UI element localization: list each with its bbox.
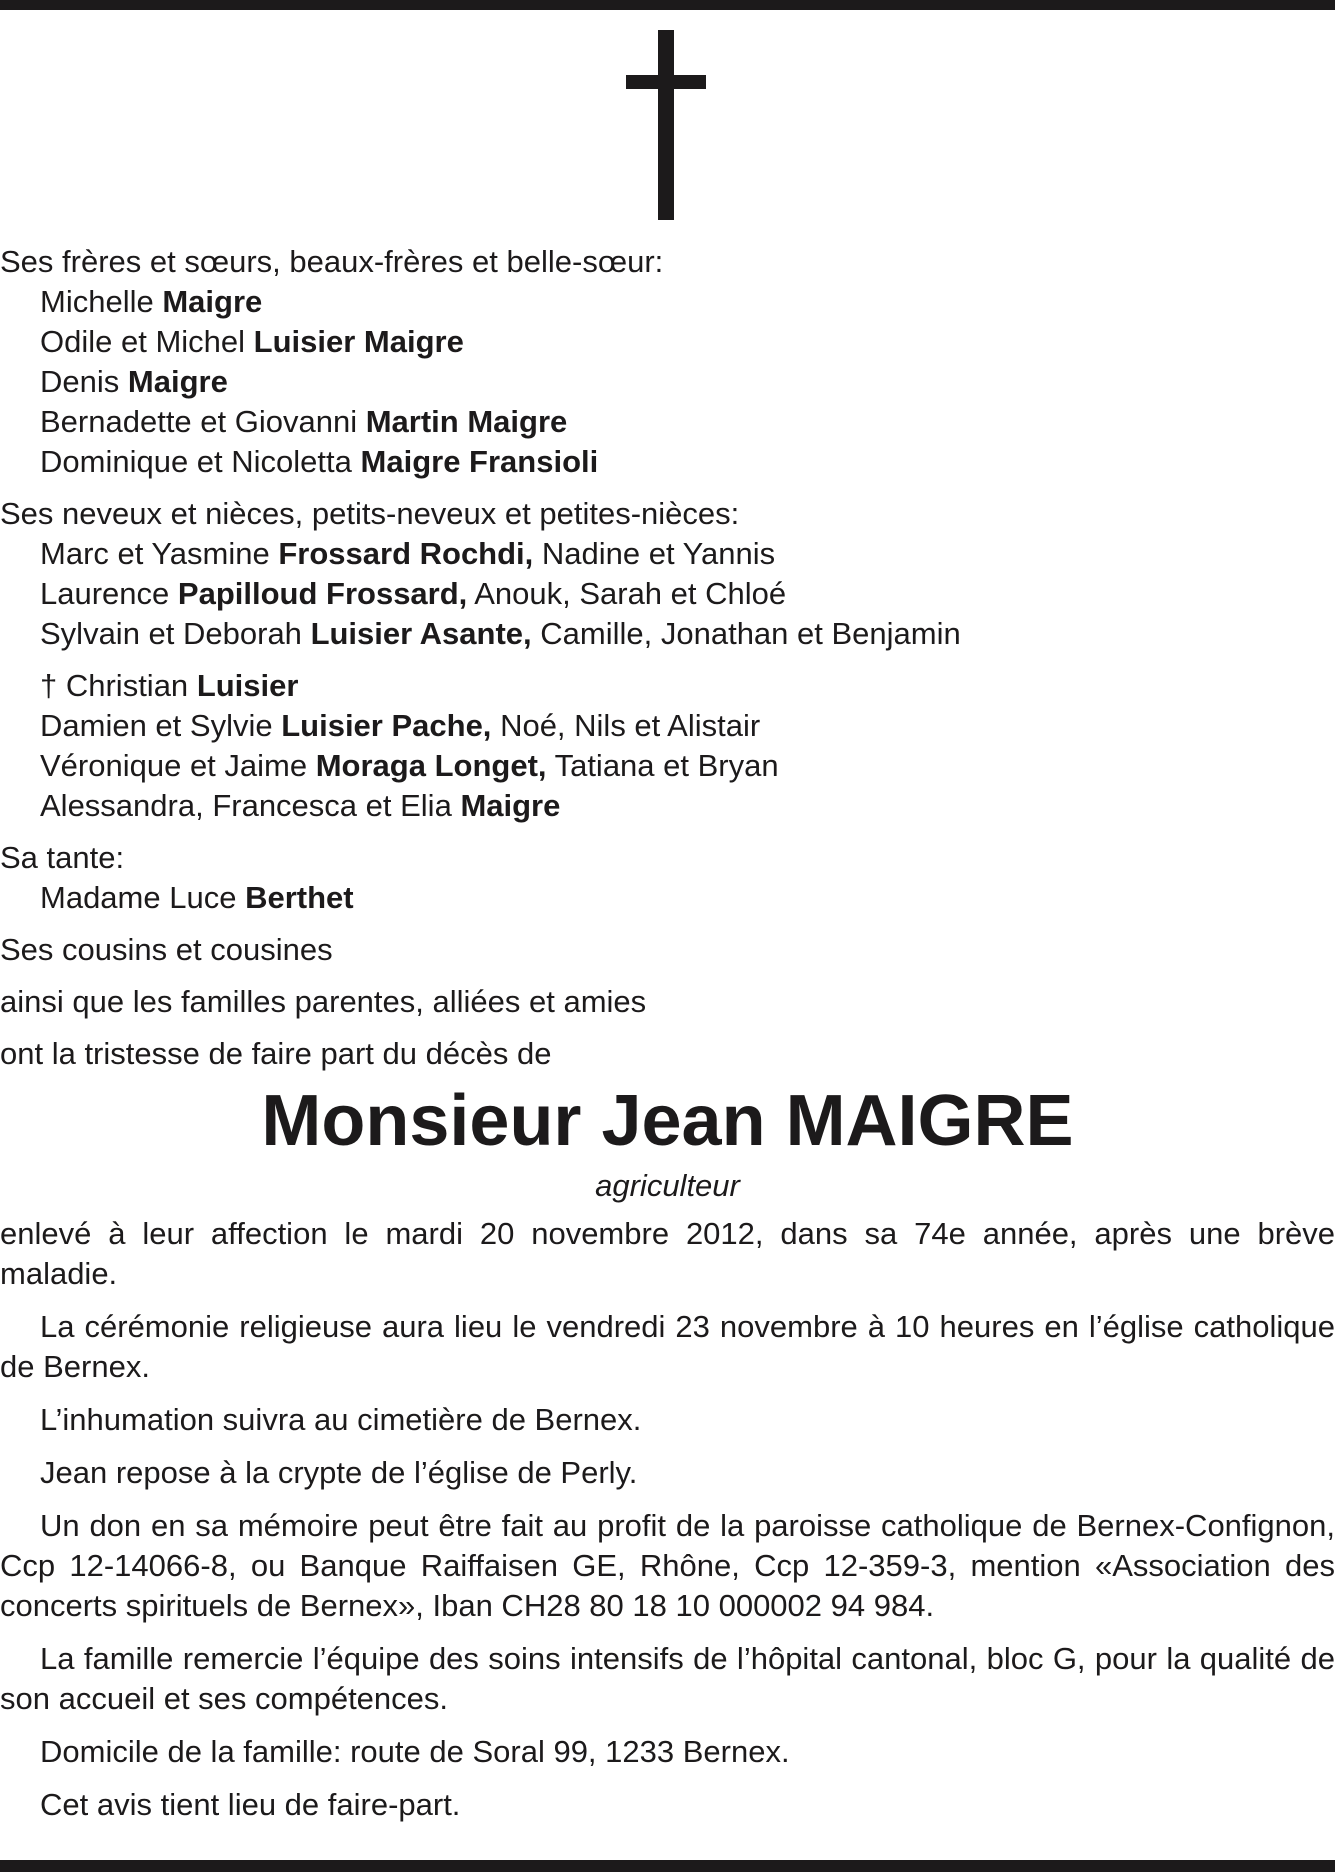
paragraph: Jean repose à la crypte de l’église de Perly. (40, 1455, 638, 1490)
sibling-line: Dominique et Nicoletta Maigre Fransioli (40, 444, 599, 479)
paragraph: La famille remercie l’équipe des soins intensifs de l’hôpital cantonal, bloc G, pour la qualité de son accueil et ses compétences. (0, 1641, 1335, 1716)
paragraph: enlevé à leur affection le mardi 20 novembre 2012, dans sa 74e année, après une brève maladie. (0, 1216, 1335, 1291)
top-rule (0, 0, 1335, 10)
paragraph: Domicile de la famille: route de Soral 99, 1233 Bernex. (40, 1734, 790, 1769)
paragraph: Un don en sa mémoire peut être fait au profit de la paroisse catholique de Bernex-Confignon, Ccp 12-14066-8, ou Banque Raiffaisen GE, Rhône, Ccp 12-359-3, mention «Association des concerts spirituels de Bernex», Iban CH28 80 18 10 000002 94 984. (0, 1508, 1335, 1623)
announcement-line: ont la tristesse de faire part du décès de (0, 1036, 552, 1071)
sibling-line: Bernadette et Giovanni Martin Maigre (40, 404, 568, 439)
paragraph: La cérémonie religieuse aura lieu le vendredi 23 novembre à 10 heures en l’église catholique de Bernex. (0, 1309, 1335, 1384)
nephew-line: Sylvain et Deborah Luisier Asante, Camille, Jonathan et Benjamin (40, 616, 961, 651)
nephew-line: Laurence Papilloud Frossard, Anouk, Sarah et Chloé (40, 576, 787, 611)
nephew-line: Damien et Sylvie Luisier Pache, Noé, Nils et Alistair (40, 708, 761, 743)
nephew-line: Marc et Yasmine Frossard Rochdi, Nadine et Yannis (40, 536, 776, 571)
deceased-profession: agriculteur (595, 1168, 740, 1203)
nephew-line: Alessandra, Francesca et Elia Maigre (40, 788, 561, 823)
cousins-line: Ses cousins et cousines (0, 932, 333, 967)
paragraph: Cet avis tient lieu de faire-part. (40, 1787, 461, 1822)
sibling-line: Odile et Michel Luisier Maigre (40, 324, 464, 359)
aunt-heading: Sa tante: (0, 840, 125, 875)
bottom-rule (0, 1860, 1335, 1872)
deceased-name: Monsieur Jean MAIGRE (261, 1081, 1074, 1161)
siblings-heading: Ses frères et sœurs, beaux-frères et belle-sœur: (0, 244, 664, 279)
cross-icon (626, 30, 706, 220)
sibling-line: Michelle Maigre (40, 284, 263, 319)
nephew-line: † Christian Luisier (40, 668, 299, 703)
aunt-line: Madame Luce Berthet (40, 880, 354, 915)
nephew-line: Véronique et Jaime Moraga Longet, Tatiana et Bryan (40, 748, 779, 783)
nephews-heading: Ses neveux et nièces, petits-neveux et petites-nièces: (0, 496, 740, 531)
families-line: ainsi que les familles parentes, alliées et amies (0, 984, 647, 1019)
paragraph: L’inhumation suivra au cimetière de Bernex. (40, 1402, 642, 1437)
obituary-body (0, 242, 1335, 1825)
sibling-line: Denis Maigre (40, 364, 228, 399)
